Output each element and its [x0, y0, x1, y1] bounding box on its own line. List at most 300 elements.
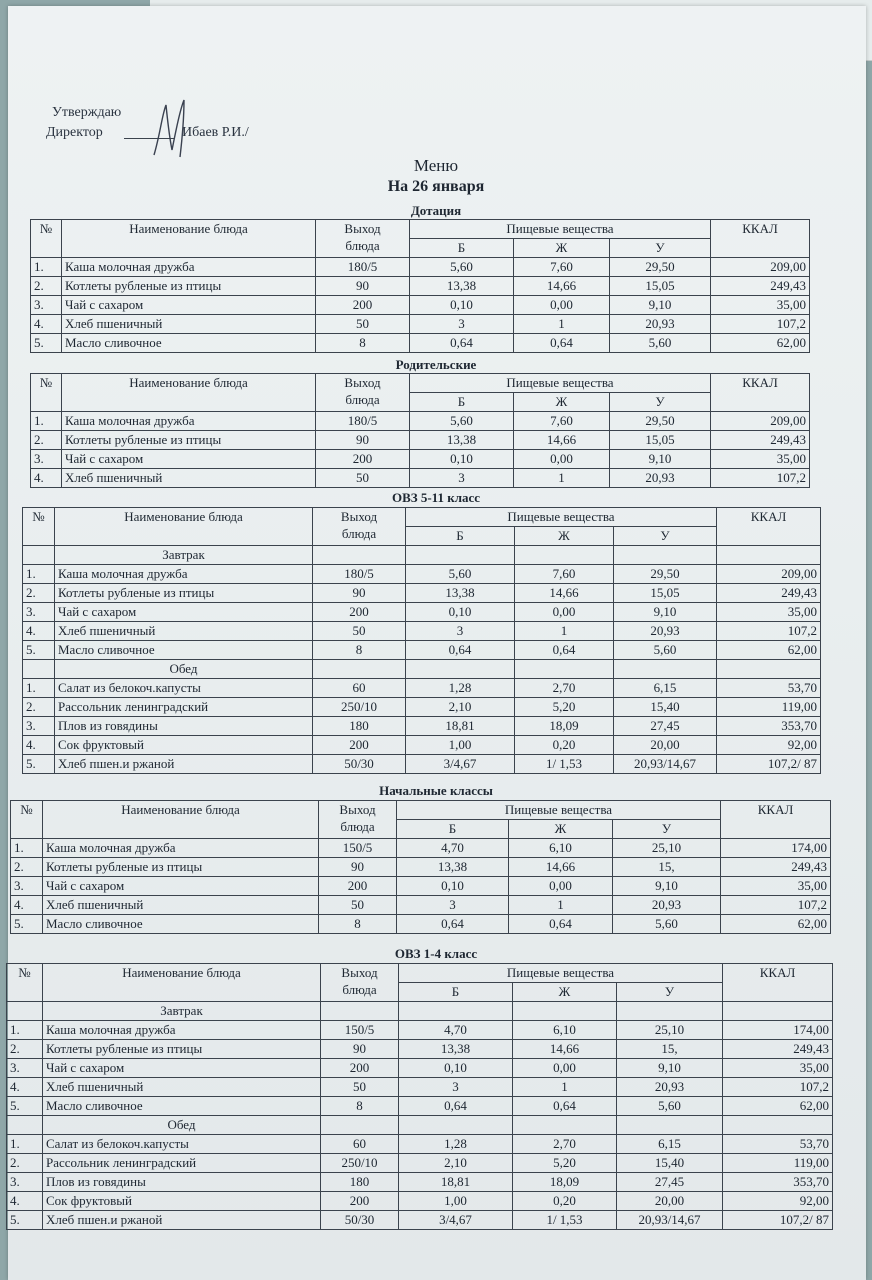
- cell-carbs: 5,60: [613, 915, 721, 934]
- cell-output: 90: [319, 858, 397, 877]
- cell-fat: 0,64: [509, 915, 613, 934]
- cell-dish-name: Котлеты рубленые из птицы: [43, 858, 319, 877]
- cell-protein: 0,64: [406, 641, 515, 660]
- cell-dish-name: Салат из белокоч.капусты: [43, 1135, 321, 1154]
- cell-output: 200: [321, 1192, 399, 1211]
- cell-kcal: 249,43: [717, 584, 821, 603]
- page-date: На 26 января: [387, 178, 485, 195]
- cell-fat: 2,70: [515, 679, 614, 698]
- cell-fat: 7,60: [515, 565, 614, 584]
- cell-dish-name: Масло сливочное: [43, 915, 319, 934]
- header-u: У: [617, 983, 723, 1002]
- cell-dish-name: Рассольник ленинградский: [55, 698, 313, 717]
- cell-dish-name: Хлеб пшеничный: [43, 896, 319, 915]
- cell-fat: 1/ 1,53: [515, 755, 614, 774]
- cell-kcal: 107,2/ 87: [717, 755, 821, 774]
- cell-kcal: 35,00: [721, 877, 831, 896]
- cell-kcal: 107,2: [721, 896, 831, 915]
- cell-dish-name: Масло сливочное: [62, 334, 316, 353]
- cell-num: 1.: [7, 1021, 43, 1040]
- cell-carbs: 6,15: [617, 1135, 723, 1154]
- cell-num: 3.: [23, 603, 55, 622]
- cell-kcal: 53,70: [723, 1135, 833, 1154]
- header-kcal: ККАЛ: [721, 801, 831, 839]
- cell-fat: 14,66: [514, 277, 610, 296]
- table-row: [11, 858, 831, 877]
- cell-carbs: 5,60: [614, 641, 717, 660]
- cell-carbs: 20,93: [610, 315, 711, 334]
- header-u: У: [613, 820, 721, 839]
- header-nutrients: Пищевые вещества: [410, 374, 711, 393]
- cell-dish-name: Каша молочная дружба: [55, 565, 313, 584]
- table-row: [11, 839, 831, 858]
- header-num: №: [11, 801, 43, 839]
- cell-output: 180: [313, 717, 406, 736]
- cell-carbs: 20,93: [610, 469, 711, 488]
- cell-output: 180/5: [316, 412, 410, 431]
- cell-carbs: 20,93: [614, 622, 717, 641]
- cell-output: 250/10: [313, 698, 406, 717]
- header-zh: Ж: [515, 527, 614, 546]
- cell-num: 1.: [31, 258, 62, 277]
- cell-dish-name: Салат из белокоч.капусты: [55, 679, 313, 698]
- table-row: [23, 584, 821, 603]
- cell-carbs: 20,93: [613, 896, 721, 915]
- header-zh: Ж: [514, 239, 610, 258]
- cell-dish-name: Сок фруктовый: [43, 1192, 321, 1211]
- cell-output: 50/30: [313, 755, 406, 774]
- header-kcal: ККАЛ: [711, 220, 810, 258]
- cell-protein: 3: [399, 1078, 513, 1097]
- cell-kcal: 62,00: [717, 641, 821, 660]
- cell-protein: 13,38: [397, 858, 509, 877]
- table-row: [7, 1173, 833, 1192]
- cell-num: 3.: [11, 877, 43, 896]
- cell-kcal: 249,43: [711, 277, 810, 296]
- cell-output: 250/10: [321, 1154, 399, 1173]
- table-row: [31, 412, 810, 431]
- table-row: [23, 717, 821, 736]
- cell-carbs: 20,93: [617, 1078, 723, 1097]
- cell-carbs: 5,60: [617, 1097, 723, 1116]
- section-title-ovz-5-11: ОВЗ 5-11 класс: [391, 490, 481, 505]
- cell-fat: 5,20: [515, 698, 614, 717]
- cell-num: 1.: [11, 839, 43, 858]
- cell-fat: 18,09: [513, 1173, 617, 1192]
- cell-kcal: 92,00: [717, 736, 821, 755]
- cell-kcal: 107,2: [717, 622, 821, 641]
- cell-num: 1.: [23, 565, 55, 584]
- header-b: Б: [399, 983, 513, 1002]
- cell-fat: 0,64: [513, 1097, 617, 1116]
- cell-fat: 0,20: [515, 736, 614, 755]
- cell-protein: 5,60: [410, 258, 514, 277]
- cell-fat: 14,66: [509, 858, 613, 877]
- header-num: №: [23, 508, 55, 546]
- cell-protein: 0,10: [397, 877, 509, 896]
- cell-carbs: 9,10: [610, 296, 711, 315]
- cell-output: 50: [316, 315, 410, 334]
- cell-kcal: 35,00: [717, 603, 821, 622]
- approval-line-1: Утверждаю: [52, 105, 122, 120]
- cell-carbs: 5,60: [610, 334, 711, 353]
- cell-dish-name: Масло сливочное: [55, 641, 313, 660]
- cell-num: 2.: [23, 698, 55, 717]
- cell-dish-name: Чай с сахаром: [55, 603, 313, 622]
- cell-fat: 1: [514, 315, 610, 334]
- header-kcal: ККАЛ: [723, 964, 833, 1002]
- header-zh: Ж: [514, 393, 610, 412]
- section-title-ovz-1-4: ОВЗ 1-4 класс: [394, 946, 478, 961]
- cell-fat: 1/ 1,53: [513, 1211, 617, 1230]
- cell-output: 8: [319, 915, 397, 934]
- table-row: [11, 915, 831, 934]
- cell-kcal: 107,2: [723, 1078, 833, 1097]
- cell-protein: 0,10: [406, 603, 515, 622]
- cell-output: 180/5: [313, 565, 406, 584]
- table-row: [31, 296, 810, 315]
- cell-fat: 14,66: [514, 431, 610, 450]
- header-output: Выход блюда: [316, 374, 410, 412]
- menu-table-parents: [30, 373, 810, 488]
- cell-num: 4.: [7, 1192, 43, 1211]
- table-row: [23, 603, 821, 622]
- cell-protein: 13,38: [399, 1040, 513, 1059]
- cell-kcal: 209,00: [717, 565, 821, 584]
- cell-fat: 0,00: [514, 296, 610, 315]
- cell-carbs: 27,45: [614, 717, 717, 736]
- cell-num: 5.: [7, 1097, 43, 1116]
- cell-num: 5.: [7, 1211, 43, 1230]
- cell-dish-name: Котлеты рубленые из птицы: [62, 277, 316, 296]
- cell-carbs: 29,50: [614, 565, 717, 584]
- table-row: [31, 277, 810, 296]
- cell-carbs: 15,05: [614, 584, 717, 603]
- cell-protein: 3: [410, 315, 514, 334]
- cell-num: 4.: [31, 469, 62, 488]
- cell-kcal: 249,43: [721, 858, 831, 877]
- cell-carbs: 9,10: [610, 450, 711, 469]
- cell-kcal: 119,00: [723, 1154, 833, 1173]
- cell-num: 4.: [11, 896, 43, 915]
- header-b: Б: [410, 239, 514, 258]
- cell-kcal: 92,00: [723, 1192, 833, 1211]
- cell-carbs: 15,: [613, 858, 721, 877]
- cell-dish-name: Рассольник ленинградский: [43, 1154, 321, 1173]
- cell-dish-name: Плов из говядины: [55, 717, 313, 736]
- meal-row-breakfast: Завтрак: [23, 546, 821, 565]
- cell-kcal: 53,70: [717, 679, 821, 698]
- cell-num: 3.: [7, 1173, 43, 1192]
- cell-dish-name: Каша молочная дружба: [43, 1021, 321, 1040]
- cell-protein: 5,60: [406, 565, 515, 584]
- table-row: [7, 1097, 833, 1116]
- table-row: [23, 565, 821, 584]
- cell-protein: 3: [406, 622, 515, 641]
- cell-protein: 1,28: [399, 1135, 513, 1154]
- table-row: [31, 334, 810, 353]
- cell-protein: 0,10: [399, 1059, 513, 1078]
- cell-output: 50: [319, 896, 397, 915]
- cell-fat: 0,00: [515, 603, 614, 622]
- header-output: Выход блюда: [313, 508, 406, 546]
- cell-kcal: 35,00: [711, 296, 810, 315]
- cell-carbs: 20,93/14,67: [614, 755, 717, 774]
- header-output: Выход блюда: [319, 801, 397, 839]
- cell-num: 2.: [7, 1154, 43, 1173]
- cell-output: 8: [313, 641, 406, 660]
- cell-protein: 4,70: [397, 839, 509, 858]
- cell-carbs: 9,10: [617, 1059, 723, 1078]
- cell-num: 1.: [31, 412, 62, 431]
- cell-carbs: 15,40: [617, 1154, 723, 1173]
- cell-protein: 13,38: [410, 431, 514, 450]
- signature-scribble: [148, 95, 198, 165]
- approval-director-name: Ибаев Р.И./: [182, 125, 249, 140]
- cell-dish-name: Чай с сахаром: [43, 1059, 321, 1078]
- cell-kcal: 62,00: [711, 334, 810, 353]
- cell-output: 90: [316, 277, 410, 296]
- cell-num: 4.: [31, 315, 62, 334]
- cell-protein: 1,00: [406, 736, 515, 755]
- header-u: У: [614, 527, 717, 546]
- cell-num: 4.: [7, 1078, 43, 1097]
- cell-num: 1.: [23, 679, 55, 698]
- cell-carbs: 9,10: [613, 877, 721, 896]
- header-nutrients: Пищевые вещества: [410, 220, 711, 239]
- cell-kcal: 119,00: [717, 698, 821, 717]
- table-row: [31, 469, 810, 488]
- header-name: Наименование блюда: [43, 964, 321, 1002]
- cell-dish-name: Котлеты рубленые из птицы: [43, 1040, 321, 1059]
- header-u: У: [610, 393, 711, 412]
- page-title: Меню: [413, 156, 459, 175]
- cell-protein: 0,10: [410, 450, 514, 469]
- cell-num: 3.: [31, 450, 62, 469]
- table-row: [31, 431, 810, 450]
- meal-row-lunch: Обед: [7, 1116, 833, 1135]
- cell-num: 2.: [11, 858, 43, 877]
- cell-output: 50: [316, 469, 410, 488]
- cell-protein: 3: [397, 896, 509, 915]
- cell-carbs: 27,45: [617, 1173, 723, 1192]
- cell-num: 4.: [23, 622, 55, 641]
- cell-output: 50/30: [321, 1211, 399, 1230]
- table-row: [23, 755, 821, 774]
- cell-kcal: 35,00: [711, 450, 810, 469]
- cell-protein: 3: [410, 469, 514, 488]
- cell-output: 180: [321, 1173, 399, 1192]
- cell-kcal: 249,43: [711, 431, 810, 450]
- cell-kcal: 174,00: [721, 839, 831, 858]
- cell-output: 200: [316, 296, 410, 315]
- cell-num: 3.: [31, 296, 62, 315]
- cell-protein: 4,70: [399, 1021, 513, 1040]
- cell-output: 150/5: [319, 839, 397, 858]
- cell-carbs: 25,10: [613, 839, 721, 858]
- cell-kcal: 62,00: [723, 1097, 833, 1116]
- header-num: №: [31, 374, 62, 412]
- cell-carbs: 15,40: [614, 698, 717, 717]
- menu-table-ovz-1-4: [6, 963, 833, 1230]
- cell-protein: 0,10: [410, 296, 514, 315]
- cell-num: 5.: [11, 915, 43, 934]
- cell-kcal: 35,00: [723, 1059, 833, 1078]
- cell-output: 150/5: [321, 1021, 399, 1040]
- cell-num: 2.: [31, 431, 62, 450]
- meal-row-breakfast: Завтрак: [7, 1002, 833, 1021]
- cell-dish-name: Хлеб пшеничный: [43, 1078, 321, 1097]
- cell-dish-name: Каша молочная дружба: [62, 258, 316, 277]
- cell-carbs: 15,: [617, 1040, 723, 1059]
- cell-dish-name: Каша молочная дружба: [62, 412, 316, 431]
- section-title-parents: Родительские: [395, 357, 477, 372]
- cell-fat: 5,20: [513, 1154, 617, 1173]
- table-row: [31, 315, 810, 334]
- cell-protein: 18,81: [406, 717, 515, 736]
- cell-output: 200: [313, 603, 406, 622]
- cell-kcal: 209,00: [711, 258, 810, 277]
- cell-fat: 6,10: [513, 1021, 617, 1040]
- cell-output: 200: [321, 1059, 399, 1078]
- cell-output: 50: [313, 622, 406, 641]
- header-b: Б: [397, 820, 509, 839]
- cell-kcal: 174,00: [723, 1021, 833, 1040]
- cell-output: 60: [321, 1135, 399, 1154]
- table-row: [23, 679, 821, 698]
- cell-fat: 1: [509, 896, 613, 915]
- cell-protein: 5,60: [410, 412, 514, 431]
- header-num: №: [7, 964, 43, 1002]
- header-b: Б: [406, 527, 515, 546]
- table-row: [7, 1135, 833, 1154]
- header-b: Б: [410, 393, 514, 412]
- cell-num: 5.: [31, 334, 62, 353]
- table-row: [7, 1078, 833, 1097]
- header-name: Наименование блюда: [62, 374, 316, 412]
- header-zh: Ж: [513, 983, 617, 1002]
- cell-fat: 14,66: [515, 584, 614, 603]
- cell-dish-name: Чай с сахаром: [62, 450, 316, 469]
- header-output: Выход блюда: [316, 220, 410, 258]
- header-kcal: ККАЛ: [717, 508, 821, 546]
- cell-dish-name: Хлеб пшен.и ржаной: [43, 1211, 321, 1230]
- cell-protein: 13,38: [410, 277, 514, 296]
- table-row: [7, 1211, 833, 1230]
- table-row: [23, 641, 821, 660]
- menu-table-primary: [10, 800, 831, 934]
- table-row: [7, 1059, 833, 1078]
- cell-dish-name: Хлеб пшеничный: [62, 469, 316, 488]
- cell-carbs: 25,10: [617, 1021, 723, 1040]
- cell-num: 5.: [23, 755, 55, 774]
- table-row: [7, 1154, 833, 1173]
- cell-num: 2.: [31, 277, 62, 296]
- cell-fat: 0,00: [509, 877, 613, 896]
- cell-carbs: 15,05: [610, 277, 711, 296]
- table-row: [23, 736, 821, 755]
- cell-protein: 3/4,67: [399, 1211, 513, 1230]
- cell-kcal: 107,2/ 87: [723, 1211, 833, 1230]
- cell-protein: 13,38: [406, 584, 515, 603]
- cell-dish-name: Плов из говядины: [43, 1173, 321, 1192]
- cell-carbs: 20,00: [617, 1192, 723, 1211]
- cell-kcal: 107,2: [711, 469, 810, 488]
- header-output: Выход блюда: [321, 964, 399, 1002]
- cell-fat: 1: [515, 622, 614, 641]
- cell-fat: 0,00: [513, 1059, 617, 1078]
- menu-table-dotation: [30, 219, 810, 353]
- cell-fat: 0,20: [513, 1192, 617, 1211]
- cell-output: 90: [313, 584, 406, 603]
- cell-output: 50: [321, 1078, 399, 1097]
- cell-fat: 7,60: [514, 412, 610, 431]
- cell-carbs: 29,50: [610, 258, 711, 277]
- table-row: [31, 450, 810, 469]
- cell-dish-name: Хлеб пшеничный: [62, 315, 316, 334]
- cell-fat: 0,00: [514, 450, 610, 469]
- table-row: [23, 622, 821, 641]
- table-row: [7, 1021, 833, 1040]
- cell-dish-name: Котлеты рубленые из птицы: [55, 584, 313, 603]
- section-title-primary: Начальные классы: [379, 783, 493, 798]
- cell-kcal: 107,2: [711, 315, 810, 334]
- cell-protein: 18,81: [399, 1173, 513, 1192]
- table-row: [11, 877, 831, 896]
- cell-kcal: 353,70: [717, 717, 821, 736]
- cell-fat: 1: [513, 1078, 617, 1097]
- cell-protein: 2,10: [406, 698, 515, 717]
- cell-protein: 1,00: [399, 1192, 513, 1211]
- cell-output: 8: [321, 1097, 399, 1116]
- cell-carbs: 15,05: [610, 431, 711, 450]
- cell-dish-name: Масло сливочное: [43, 1097, 321, 1116]
- cell-output: 180/5: [316, 258, 410, 277]
- cell-carbs: 6,15: [614, 679, 717, 698]
- cell-fat: 1: [514, 469, 610, 488]
- table-row: [11, 896, 831, 915]
- cell-fat: 0,64: [515, 641, 614, 660]
- table-row: [23, 698, 821, 717]
- cell-fat: 14,66: [513, 1040, 617, 1059]
- cell-num: 5.: [23, 641, 55, 660]
- cell-fat: 0,64: [514, 334, 610, 353]
- meal-row-lunch: Обед: [23, 660, 821, 679]
- cell-output: 8: [316, 334, 410, 353]
- header-zh: Ж: [509, 820, 613, 839]
- header-kcal: ККАЛ: [711, 374, 810, 412]
- cell-carbs: 20,00: [614, 736, 717, 755]
- header-name: Наименование блюда: [43, 801, 319, 839]
- cell-protein: 0,64: [397, 915, 509, 934]
- header-nutrients: Пищевые вещества: [397, 801, 721, 820]
- cell-num: 1.: [7, 1135, 43, 1154]
- cell-carbs: 29,50: [610, 412, 711, 431]
- cell-output: 90: [321, 1040, 399, 1059]
- header-u: У: [610, 239, 711, 258]
- cell-protein: 1,28: [406, 679, 515, 698]
- cell-num: 2.: [23, 584, 55, 603]
- cell-num: 2.: [7, 1040, 43, 1059]
- header-name: Наименование блюда: [62, 220, 316, 258]
- cell-output: 200: [319, 877, 397, 896]
- cell-dish-name: Чай с сахаром: [43, 877, 319, 896]
- table-row: [7, 1040, 833, 1059]
- cell-dish-name: Чай с сахаром: [62, 296, 316, 315]
- approval-director-label: Директор: [46, 125, 103, 140]
- cell-output: 200: [313, 736, 406, 755]
- header-num: №: [31, 220, 62, 258]
